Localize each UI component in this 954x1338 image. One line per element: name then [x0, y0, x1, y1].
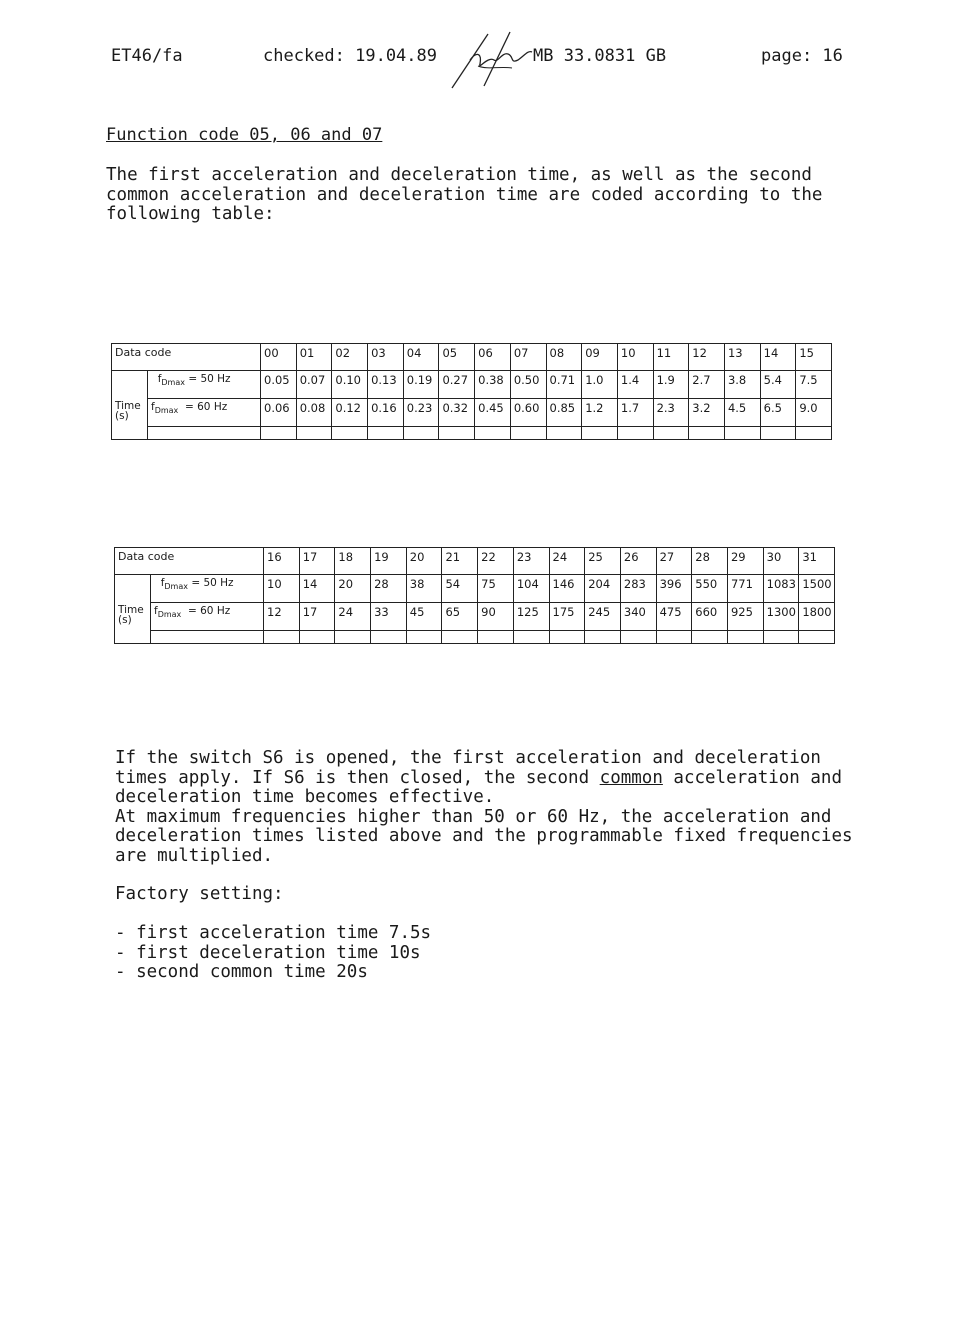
data-code-cell: 06 [475, 344, 511, 371]
time-50hz-cell: 38 [406, 575, 442, 603]
spacer-cell [585, 631, 621, 644]
time-50hz-cell: 20 [335, 575, 371, 603]
code-table-2 [114, 547, 835, 644]
time-60hz-cell: 0.32 [439, 399, 475, 427]
body-line: If the switch S6 is opened, the first acceleration and deceleration [115, 748, 821, 768]
time-60hz-cell: 245 [585, 603, 621, 631]
spacer-cell [261, 427, 297, 440]
factory-item: - second common time 20s [115, 962, 368, 983]
time-50hz-cell: 0.05 [261, 371, 297, 399]
data-code-cell: 11 [653, 344, 689, 371]
time-60hz-cell: 1800 [799, 603, 835, 631]
body-line: are multiplied. [115, 845, 274, 866]
time-50hz-cell: 5.4 [760, 371, 796, 399]
time-50hz-cell: 3.8 [724, 371, 760, 399]
spacer-cell [335, 631, 371, 644]
fdmax-60hz-label: $f_{Dmax} = 60$ Hz [148, 399, 261, 427]
fdmax-50hz-label: $f_{Dmax} = 50$ Hz [151, 575, 264, 603]
time-50hz-cell: 146 [549, 575, 585, 603]
data-code-cell: 19 [371, 548, 407, 575]
data-code-cell: 07 [510, 344, 546, 371]
row-60hz [115, 603, 835, 631]
intro-paragraph: The first acceleration and deceleration time, as well as the second common acceleration and deceleration time are coded according to the following table: [106, 165, 823, 225]
factory-item: - first acceleration time 7.5s [115, 923, 432, 943]
time-50hz-cell: 1083 [763, 575, 799, 603]
time-60hz-cell: 0.85 [546, 399, 582, 427]
time-50hz-cell: 54 [442, 575, 478, 603]
data-code-label: Data code [115, 548, 264, 575]
data-code-cell: 29 [727, 548, 763, 575]
data-code-cell: 02 [332, 344, 368, 371]
spacer-cell [656, 631, 692, 644]
spacer-cell [403, 427, 439, 440]
spacer-cell [439, 427, 475, 440]
time-50hz-cell: 14 [299, 575, 335, 603]
spacer-cell [368, 427, 404, 440]
time-60hz-cell: 0.06 [261, 399, 297, 427]
data-code-cell: 22 [478, 548, 514, 575]
underlined-word-common: common [599, 767, 663, 788]
time-60hz-cell: 925 [727, 603, 763, 631]
time-60hz-cell: 125 [513, 603, 549, 631]
spacer-cell [799, 631, 835, 644]
document-id: ET46/fa [111, 46, 183, 66]
data-code-cell: 23 [513, 548, 549, 575]
data-code-cell: 30 [763, 548, 799, 575]
time-60hz-cell: 6.5 [760, 399, 796, 427]
time-50hz-cell: 550 [692, 575, 728, 603]
data-code-label: Data code [112, 344, 261, 371]
data-code-cell: 18 [335, 548, 371, 575]
time-50hz-cell: 0.38 [475, 371, 511, 399]
data-code-cell: 13 [724, 344, 760, 371]
time-60hz-cell: 24 [335, 603, 371, 631]
time-50hz-cell: 0.13 [368, 371, 404, 399]
time-50hz-cell: 0.19 [403, 371, 439, 399]
spacer-cell [264, 631, 300, 644]
spacer-row [115, 631, 835, 644]
time-60hz-cell: 0.60 [510, 399, 546, 427]
data-code-cell: 27 [656, 548, 692, 575]
data-code-cell: 21 [442, 548, 478, 575]
time-50hz-cell: 0.10 [332, 371, 368, 399]
spacer-row [112, 427, 832, 440]
spacer-cell [296, 427, 332, 440]
time-60hz-cell: 9.0 [796, 399, 832, 427]
time-60hz-cell: 90 [478, 603, 514, 631]
time-50hz-cell: 396 [656, 575, 692, 603]
data-code-cell: 00 [261, 344, 297, 371]
time-50hz-cell: 283 [620, 575, 656, 603]
checked-date: checked: 19.04.89 [263, 46, 437, 66]
data-code-cell: 03 [368, 344, 404, 371]
data-code-cell: 25 [585, 548, 621, 575]
time-50hz-cell: 1500 [799, 575, 835, 603]
spacer-cell [689, 427, 725, 440]
data-code-cell: 26 [620, 548, 656, 575]
time-60hz-cell: 1300 [763, 603, 799, 631]
data-code-cell: 20 [406, 548, 442, 575]
time-60hz-cell: 0.08 [296, 399, 332, 427]
spacer-cell [582, 427, 618, 440]
spacer-cell [478, 631, 514, 644]
time-60hz-cell: 0.12 [332, 399, 368, 427]
spacer-cell [510, 427, 546, 440]
time-60hz-cell: 1.7 [617, 399, 653, 427]
time-60hz-cell: 175 [549, 603, 585, 631]
time-60hz-cell: 2.3 [653, 399, 689, 427]
factory-setting-list [115, 924, 431, 983]
data-code-cell: 28 [692, 548, 728, 575]
row-50hz [112, 371, 832, 399]
spacer-cell [653, 427, 689, 440]
time-50hz-cell: 28 [371, 575, 407, 603]
row-60hz [112, 399, 832, 427]
time-50hz-cell: 204 [585, 575, 621, 603]
time-label: Time (s) [112, 371, 148, 440]
spacer-cell [796, 427, 832, 440]
spacer-cell [332, 427, 368, 440]
time-50hz-cell: 0.07 [296, 371, 332, 399]
body-line: times apply. If S6 is then closed, the second [115, 767, 600, 788]
time-60hz-cell: 340 [620, 603, 656, 631]
data-code-cell: 24 [549, 548, 585, 575]
code-row [115, 548, 835, 575]
body-line: acceleration and [662, 767, 842, 788]
time-50hz-cell: 1.9 [653, 371, 689, 399]
handwritten-signature [448, 30, 538, 90]
page-number: page: 16 [761, 46, 843, 66]
data-code-cell: 31 [799, 548, 835, 575]
time-60hz-cell: 0.16 [368, 399, 404, 427]
body-line: deceleration times listed above and the programmable fixed frequencies [115, 826, 853, 847]
time-60hz-cell: 1.2 [582, 399, 618, 427]
spacer-cell [549, 631, 585, 644]
data-code-cell: 15 [796, 344, 832, 371]
spacer-cell [513, 631, 549, 644]
data-code-cell: 14 [760, 344, 796, 371]
fdmax-50hz-label: $f_{Dmax} = 50$ Hz [148, 371, 261, 399]
time-50hz-cell: 1.0 [582, 371, 618, 399]
data-code-cell: 16 [264, 548, 300, 575]
body-line: At maximum frequencies higher than 50 or 60 Hz, the acceleration and [115, 806, 832, 827]
time-50hz-cell: 0.50 [510, 371, 546, 399]
spacer-cell [724, 427, 760, 440]
spacer-cell [475, 427, 511, 440]
time-50hz-cell: 0.71 [546, 371, 582, 399]
spacer-cell [617, 427, 653, 440]
data-code-cell: 10 [617, 344, 653, 371]
time-60hz-cell: 65 [442, 603, 478, 631]
spacer-cell [727, 631, 763, 644]
time-60hz-cell: 0.23 [403, 399, 439, 427]
section-title: Function code 05, 06 and 07 [106, 125, 383, 145]
time-50hz-cell: 0.27 [439, 371, 475, 399]
time-60hz-cell: 3.2 [689, 399, 725, 427]
data-code-cell: 04 [403, 344, 439, 371]
spacer-cell [692, 631, 728, 644]
spacer-cell [371, 631, 407, 644]
fdmax-60hz-label: $f_{Dmax} = 60$ Hz [151, 603, 264, 631]
time-50hz-cell: 2.7 [689, 371, 725, 399]
spacer-cell [760, 427, 796, 440]
time-60hz-cell: 660 [692, 603, 728, 631]
time-60hz-cell: 0.45 [475, 399, 511, 427]
factory-item: - first deceleration time 10s [115, 942, 421, 963]
time-60hz-cell: 45 [406, 603, 442, 631]
time-50hz-cell: 75 [478, 575, 514, 603]
time-50hz-cell: 1.4 [617, 371, 653, 399]
time-50hz-cell: 104 [513, 575, 549, 603]
time-50hz-cell: 10 [264, 575, 300, 603]
time-50hz-cell: 7.5 [796, 371, 832, 399]
time-60hz-cell: 12 [264, 603, 300, 631]
body-line: deceleration time becomes effective. [115, 787, 495, 808]
time-label: Time (s) [115, 575, 151, 644]
spacer-cell [299, 631, 335, 644]
spacer-cell [442, 631, 478, 644]
data-code-cell: 05 [439, 344, 475, 371]
time-60hz-cell: 4.5 [724, 399, 760, 427]
factory-setting-title: Factory setting: [115, 884, 284, 904]
body-paragraph [115, 749, 853, 867]
spacer-cell [546, 427, 582, 440]
data-code-cell: 01 [296, 344, 332, 371]
code-table-1 [111, 343, 832, 440]
time-50hz-cell: 771 [727, 575, 763, 603]
data-code-cell: 09 [582, 344, 618, 371]
data-code-cell: 12 [689, 344, 725, 371]
time-60hz-cell: 17 [299, 603, 335, 631]
time-60hz-cell: 33 [371, 603, 407, 631]
spacer-cell [763, 631, 799, 644]
document-reference: MB 33.0831 GB [533, 46, 667, 66]
data-code-cell: 08 [546, 344, 582, 371]
time-60hz-cell: 475 [656, 603, 692, 631]
spacer-cell [620, 631, 656, 644]
row-50hz [115, 575, 835, 603]
data-code-cell: 17 [299, 548, 335, 575]
code-row [112, 344, 832, 371]
spacer-cell [406, 631, 442, 644]
